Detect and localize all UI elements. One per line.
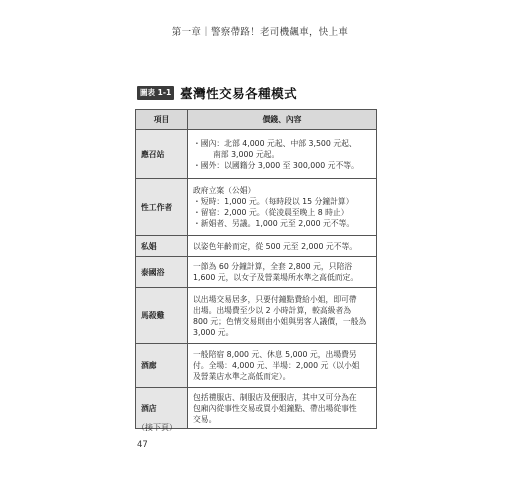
row-details — [188, 288, 377, 344]
detail-line: 南部 3,000 元起。 — [213, 149, 280, 159]
detail-line: 付。全場：4,000 元、半場：2,000 元（以小姐 — [193, 361, 360, 370]
row-item-label: 應召站 — [136, 130, 188, 179]
column-header-item: 項目 — [136, 110, 188, 130]
detail-line: 出場。出場費至少以 2 小時計算，較高級者為 — [193, 305, 352, 315]
detail-line: 包廂內從事性交易或買小姐鐘點、帶出場從事性 — [193, 403, 357, 413]
pricing-table — [135, 109, 377, 429]
detail-line: 包括禮服店、制服店及便服店，其中又可分為在 — [193, 392, 357, 402]
row-details — [188, 236, 377, 257]
row-item-label: 馬殺雞 — [136, 288, 188, 344]
detail-line: 3,000 元。 — [193, 327, 234, 337]
continued-note: （接下頁） — [137, 423, 177, 432]
table-row — [136, 236, 377, 257]
detail-line: ・國內：北部 4,000 元起、中部 3,500 元起、 — [193, 138, 357, 148]
detail-line: ・留宿：2,000 元。（從凌晨至晚上 8 時止） — [193, 208, 349, 217]
detail-line: 政府立案（公娼） — [193, 186, 256, 195]
detail-line: 800 元；色情交易則由小姐與男客人議價，一般為 — [193, 316, 367, 326]
row-item-label: 性工作者 — [136, 179, 188, 236]
detail-line: 以姿色年齡而定，從 500 元至 2,000 元不等。 — [193, 241, 358, 251]
running-header: 第一章｜警察帶路！老司機飆車，快上車 — [171, 27, 349, 38]
figure-title-text: 臺灣性交易各種模式 — [180, 86, 298, 101]
detail-line: 1,600 元，以女子及營業場所水準之高低而定。 — [193, 273, 359, 282]
detail-line: ・短時：1,000 元。（每時段以 15 分鐘計算） — [193, 197, 354, 206]
row-details — [188, 130, 377, 179]
detail-line: 一般陪宿 8,000 元、休息 5,000 元，出場費另 — [193, 350, 357, 359]
figure-label-badge: 圖表 1-1 — [137, 86, 174, 100]
row-details — [188, 257, 377, 288]
table-row — [136, 344, 377, 388]
row-item-label: 私娼 — [136, 236, 188, 257]
table-row — [136, 257, 377, 288]
detail-line: 一節為 60 分鐘計算，全套 2,800 元，只陪浴 — [193, 262, 353, 271]
table-row — [136, 179, 377, 236]
row-item-label: 酒店 — [136, 388, 188, 429]
table-header-row — [136, 110, 377, 130]
row-item-label: 泰國浴 — [136, 257, 188, 288]
row-item-label: 酒廊 — [136, 344, 188, 388]
row-details — [188, 388, 377, 429]
figure-title — [137, 84, 297, 102]
column-header-details: 價錢、內容 — [188, 110, 377, 130]
row-details — [188, 344, 377, 388]
row-details — [188, 179, 377, 236]
detail-line: 以出場交易居多，只要付鐘點費給小姐，即可帶 — [193, 294, 357, 304]
page-number: 47 — [137, 440, 148, 450]
table-row — [136, 288, 377, 344]
detail-line: 及營業店水準之高低而定）。 — [193, 372, 291, 381]
table-row — [136, 130, 377, 179]
detail-line: 交易。 — [193, 414, 217, 424]
detail-line: ・國外：以國籍分 3,000 至 300,000 元不等。 — [193, 160, 359, 170]
detail-line: ・新娼者、另議。1,000 元至 2,000 元不等。 — [193, 219, 355, 228]
